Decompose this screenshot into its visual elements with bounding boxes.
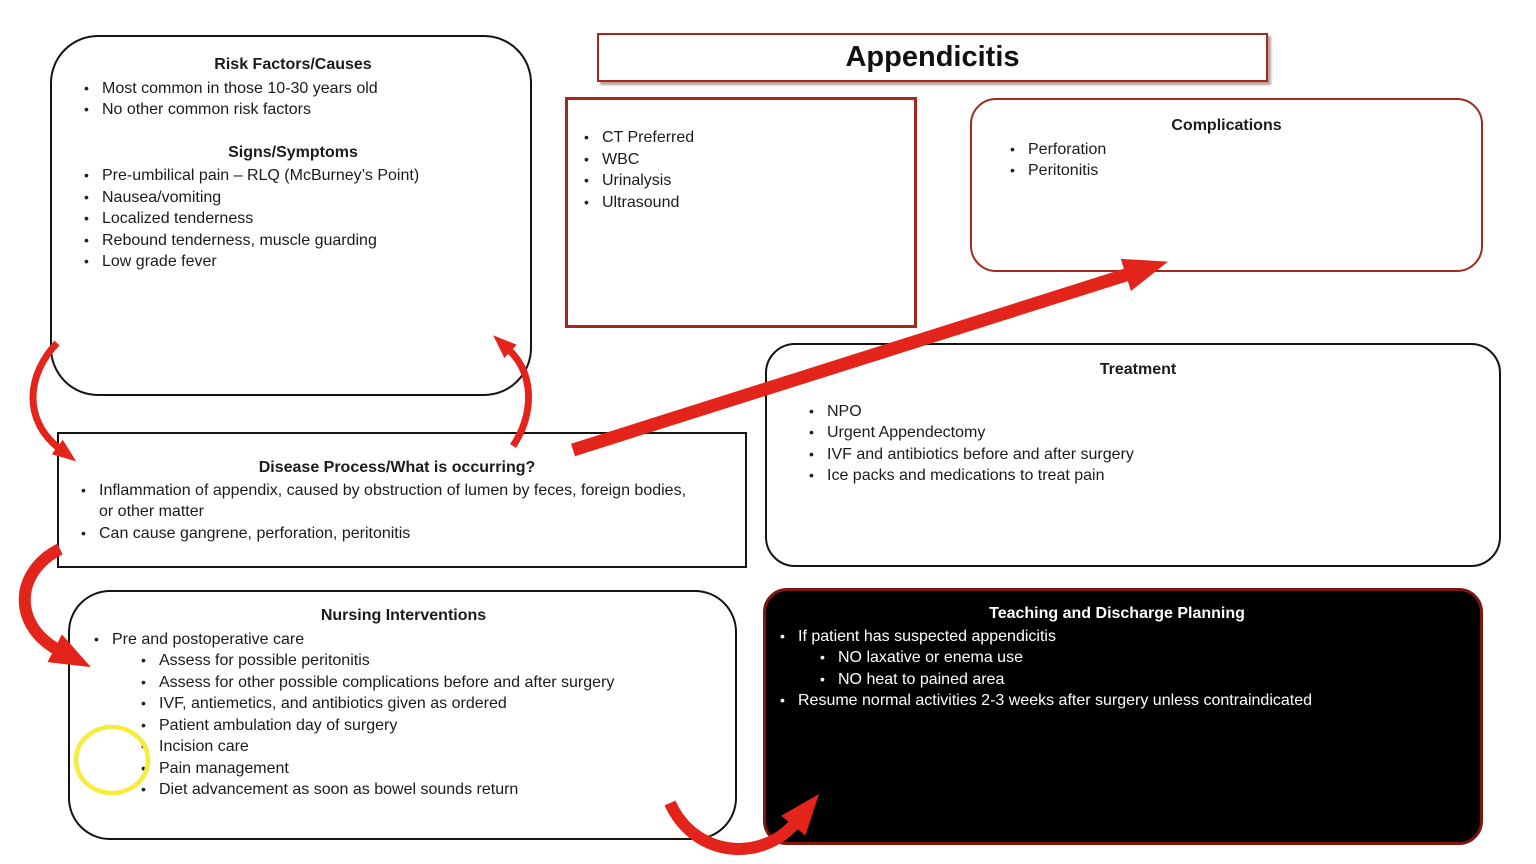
list-item-text: Pre-umbilical pain – RLQ (McBurney’s Point) [102,167,420,184]
bullet-icon: • [84,167,89,183]
list-item [818,647,1456,669]
list-item-text: Nausea/vomiting [102,188,222,206]
list-item-text: CT Preferred [602,129,695,146]
list-item-text: Ultrasound [602,193,680,211]
list-item [582,149,904,171]
list-item [139,715,715,737]
bullet-icon: • [141,738,146,754]
list-item [139,779,715,801]
list-item [1008,160,1445,182]
bullet-icon: • [584,193,589,210]
page-title: Appendicitis [845,41,1020,73]
bullet-icon: • [1010,162,1015,178]
bullet-icon: • [809,402,814,419]
list-item-text: Pre and postoperative care [112,630,305,648]
risk-factors-box [50,35,532,396]
signs-symptoms-list [82,165,504,273]
list-item [582,127,904,149]
list-item [582,192,904,214]
list-item [82,99,504,121]
bullet-icon: • [820,670,825,687]
arrow-disease-to-nursing [25,549,60,651]
list-item [92,629,715,651]
bullet-icon: • [584,129,589,145]
list-item-text: Most common in those 10-30 years old [102,79,378,97]
disease-process-box [57,432,747,568]
bullet-icon: • [141,652,146,668]
list-item [82,251,504,273]
list-item [778,690,1456,712]
list-item-text: Incision care [159,738,249,755]
bullet-icon: • [141,759,146,776]
bullet-icon: • [84,210,89,226]
teaching-discharge-box [763,588,1483,845]
bullet-icon: • [584,150,589,167]
list-item-text: Can cause gangrene, perforation, peritonitis [99,524,411,542]
list-item [139,693,715,715]
list-item [582,170,904,192]
bullet-icon: • [84,253,89,269]
list-item-text: NO heat to pained area [838,670,1005,688]
list-item-text: IVF, antiemetics, and antibiotics given as ordered [159,695,507,712]
nursing-interventions-heading: Nursing Interventions [320,607,487,624]
treatment-heading: Treatment [1099,361,1177,378]
treatment-list [807,401,1469,487]
list-item [82,230,504,252]
nursing-interventions-box [68,590,737,840]
list-item [82,187,504,209]
bullet-icon: • [809,467,814,483]
list-item [139,650,715,672]
list-item-text: Rebound tenderness, muscle guarding [102,231,377,249]
signs-symptoms-heading: Signs/Symptoms [228,143,358,161]
list-item [807,465,1469,487]
list-item-text: Resume normal activities 2-3 weeks after surgery unless contraindicated [798,692,1313,709]
diagnostics-list [582,127,904,213]
appendicitis-title-box [597,33,1268,82]
bullet-icon: • [84,79,89,96]
bullet-icon: • [141,781,146,797]
complications-heading: Complications [1171,117,1282,134]
list-item [79,480,694,523]
list-item-text: Perforation [1028,140,1107,158]
teaching-discharge-heading: Teaching and Discharge Planning [989,605,1245,622]
bullet-icon: • [81,524,86,541]
list-item [82,208,504,230]
list-item-text: Localized tenderness [102,210,254,227]
list-item [82,78,504,100]
complications-list [1008,139,1445,182]
list-item [807,401,1469,423]
bullet-icon: • [820,649,825,665]
list-item [807,422,1469,444]
bullet-icon: • [141,695,146,711]
list-item-text: NPO [827,402,862,420]
bullet-icon: • [780,627,785,644]
list-item [778,626,1456,648]
bullet-icon: • [84,188,89,205]
list-item-text: Patient ambulation day of surgery [159,716,398,734]
list-item [1008,139,1445,161]
list-item [818,669,1456,691]
bullet-icon: • [141,716,146,733]
list-item [807,444,1469,466]
list-item [82,165,504,187]
nursing-interventions-list [92,629,715,801]
list-item-text: WBC [602,150,640,168]
list-item-text: Assess for possible peritonitis [159,652,370,669]
list-item-text: Peritonitis [1028,162,1099,179]
bullet-icon: • [1010,140,1015,157]
teaching-discharge-list [778,626,1456,712]
risk-factors-list [82,78,504,121]
list-item-text: Inflammation of appendix, caused by obstruction of lumen by feces, foreign bodies, or other matter [99,481,687,520]
bullet-icon: • [84,101,89,117]
list-item [139,672,715,694]
list-item-text: Diet advancement as soon as bowel sounds return [159,781,519,798]
list-item-text: IVF and antibiotics before and after surgery [827,445,1134,463]
list-item-text: Low grade fever [102,253,217,270]
complications-box [970,98,1483,272]
list-item-text: NO laxative or enema use [838,649,1023,666]
list-item-text: Pain management [159,759,289,777]
bullet-icon: • [94,630,99,647]
treatment-box [765,343,1501,567]
list-item [139,736,715,758]
bullet-icon: • [584,172,589,188]
bullet-icon: • [141,673,146,690]
bullet-icon: • [780,692,785,708]
disease-process-heading: Disease Process/What is occurring? [258,459,536,476]
diagnostics-box [565,97,917,328]
list-item-text: No other common risk factors [102,101,311,118]
disease-process-list [79,480,694,545]
list-item-text: Urgent Appendectomy [827,424,986,441]
bullet-icon: • [809,424,814,440]
list-item-text: Ice packs and medications to treat pain [827,467,1105,484]
list-item-text: Urinalysis [602,172,672,189]
list-item [139,758,715,780]
list-item-text: Assess for other possible complications before and after surgery [159,673,615,691]
bullet-icon: • [81,481,86,498]
list-item-text: If patient has suspected appendicitis [798,627,1056,645]
list-item [79,523,694,545]
bullet-icon: • [84,231,89,248]
risk-factors-heading: Risk Factors/Causes [214,56,372,73]
bullet-icon: • [809,445,814,462]
